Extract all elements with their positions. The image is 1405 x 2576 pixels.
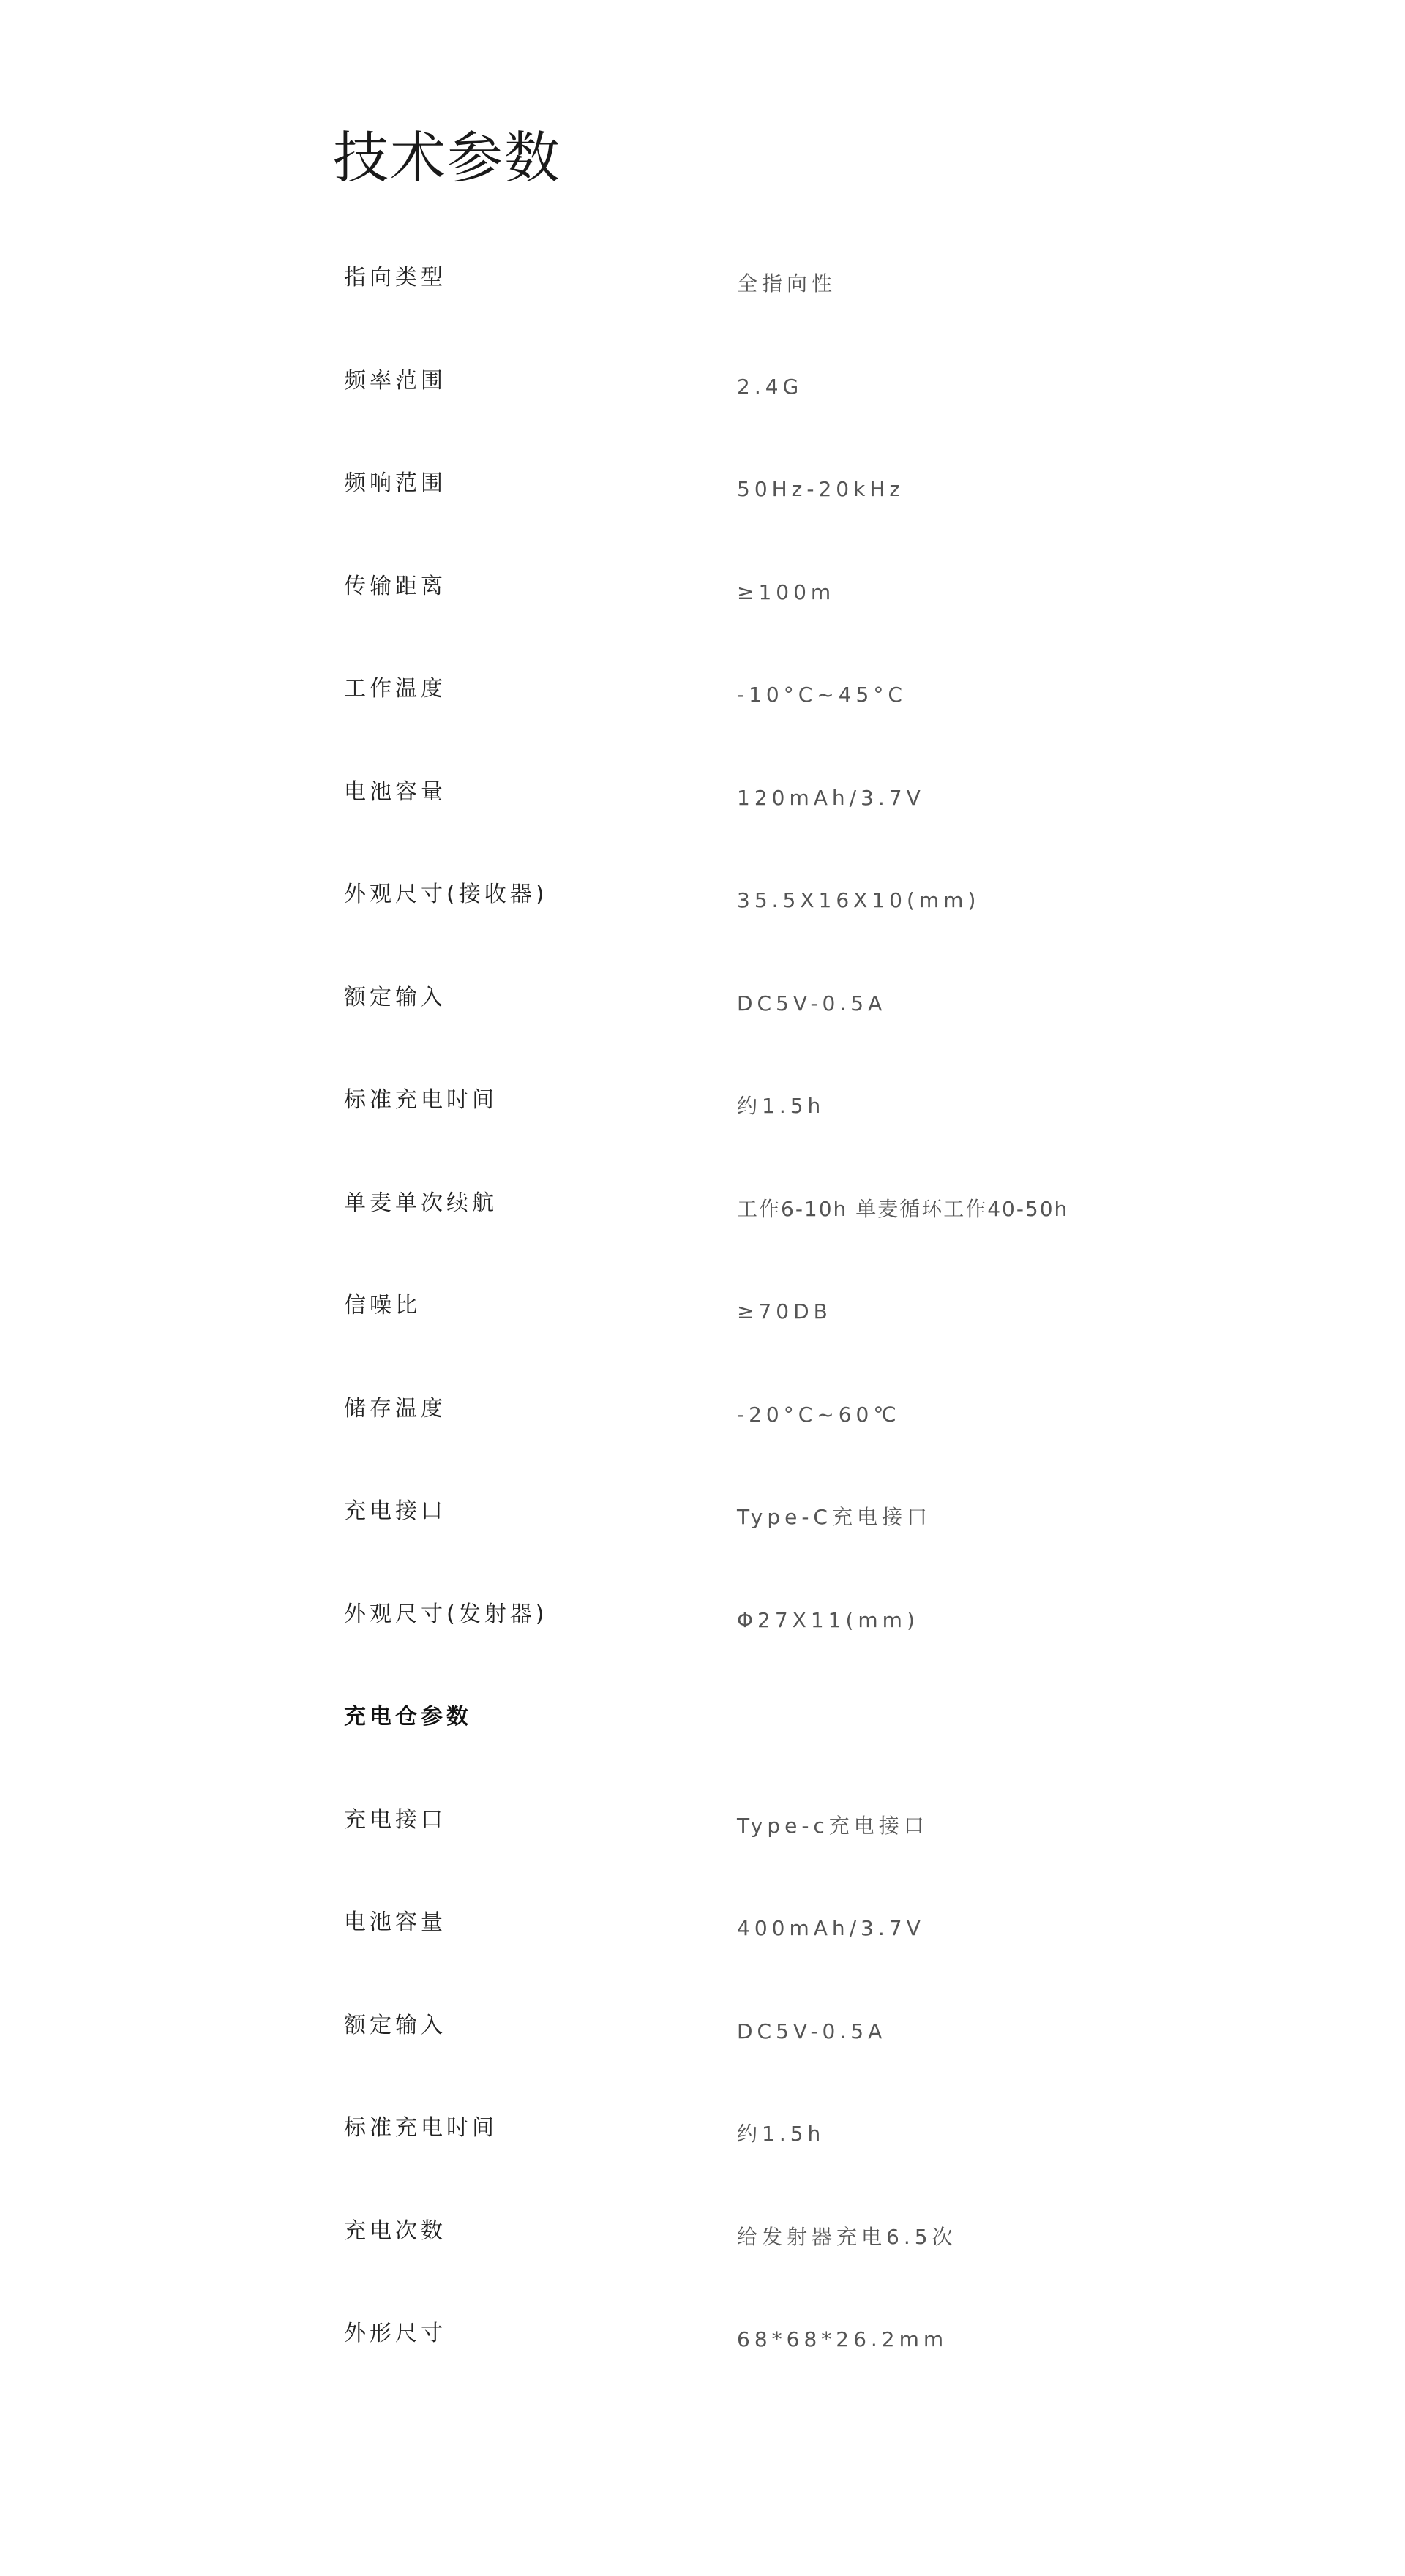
spec-value: 约1.5h <box>737 1094 825 1118</box>
spec-label: 储存温度 <box>344 1395 446 1422</box>
spec-label: 单麦单次续航 <box>344 1190 498 1216</box>
spec-label: 标准充电时间 <box>344 1087 498 1113</box>
spec-row-frequency-response <box>344 454 1149 557</box>
case-row-charge-count <box>344 2202 1149 2305</box>
spec-row-receiver-dimensions <box>344 865 1149 969</box>
spec-row-operating-temperature <box>344 660 1149 763</box>
page-title: 技术参数 <box>333 125 561 190</box>
spec-label: 额定输入 <box>344 984 446 1010</box>
spec-value: 68*68*26.2mm <box>737 2327 948 2351</box>
spec-value: -10°C~45°C <box>737 683 907 707</box>
spec-value: 50Hz-20kHz <box>737 477 905 501</box>
spec-value: ≥70DB <box>737 1299 832 1323</box>
spec-value: 35.5X16X10(mm) <box>737 888 981 912</box>
spec-value: -20°C~60℃ <box>737 1402 901 1427</box>
spec-row-directivity <box>344 249 1149 352</box>
spec-value: DC5V-0.5A <box>737 2019 887 2043</box>
spec-row-snr <box>344 1277 1149 1380</box>
spec-row-frequency-range <box>344 352 1149 455</box>
section-heading: 充电仓参数 <box>344 1704 472 1730</box>
spec-value: 工作6-10h 单麦循环工作40-50h <box>737 1196 1069 1221</box>
spec-label: 外形尺寸 <box>344 2321 446 2346</box>
spec-row-transmission-distance <box>344 557 1149 661</box>
spec-label: 信噪比 <box>344 1293 421 1318</box>
spec-label: 电池容量 <box>344 1910 446 1935</box>
spec-row-storage-temperature <box>344 1380 1149 1483</box>
spec-label: 外观尺寸(发射器) <box>344 1601 548 1627</box>
spec-label: 电池容量 <box>344 778 446 805</box>
spec-row-rated-input <box>344 969 1149 1072</box>
spec-value: 约1.5h <box>737 2122 825 2146</box>
spec-label: 频率范围 <box>344 367 446 394</box>
spec-value: 400mAh/3.7V <box>737 1916 925 1940</box>
case-row-dimensions <box>344 2305 1149 2408</box>
spec-label: 充电接口 <box>344 1806 446 1833</box>
spec-value: 2.4G <box>737 374 803 399</box>
spec-value: Type-c充电接口 <box>737 1813 929 1838</box>
spec-row-charging-port <box>344 1482 1149 1585</box>
spec-row-battery-capacity <box>344 763 1149 866</box>
spec-value: ≥100m <box>737 579 836 604</box>
case-row-rated-input <box>344 1997 1149 2100</box>
spec-value: Type-C充电接口 <box>737 1505 932 1529</box>
spec-label: 充电接口 <box>344 1498 446 1524</box>
case-row-charging-time <box>344 2099 1149 2202</box>
spec-label: 工作温度 <box>344 676 446 702</box>
case-row-charging-port <box>344 1791 1149 1894</box>
spec-label: 传输距离 <box>344 573 446 599</box>
spec-value: DC5V-0.5A <box>737 991 887 1015</box>
spec-value: 给发射器充电6.5次 <box>737 2224 957 2249</box>
spec-value: Φ27X11(mm) <box>737 1607 919 1632</box>
spec-label: 额定输入 <box>344 2012 446 2038</box>
spec-label: 指向类型 <box>344 265 446 290</box>
spec-value: 120mAh/3.7V <box>737 785 925 810</box>
spec-row-battery-life <box>344 1174 1149 1277</box>
case-row-battery-capacity <box>344 1893 1149 1997</box>
spec-value: 全指向性 <box>737 271 837 296</box>
spec-label: 外观尺寸(接收器) <box>344 882 548 907</box>
spec-row-transmitter-dimensions <box>344 1585 1149 1689</box>
spec-row-charging-time <box>344 1071 1149 1174</box>
section-heading-charging-case <box>344 1688 1149 1791</box>
spec-label: 频响范围 <box>344 470 446 496</box>
spec-label: 充电次数 <box>344 2218 446 2244</box>
spec-list <box>344 249 1149 2408</box>
spec-label: 标准充电时间 <box>344 2115 498 2141</box>
